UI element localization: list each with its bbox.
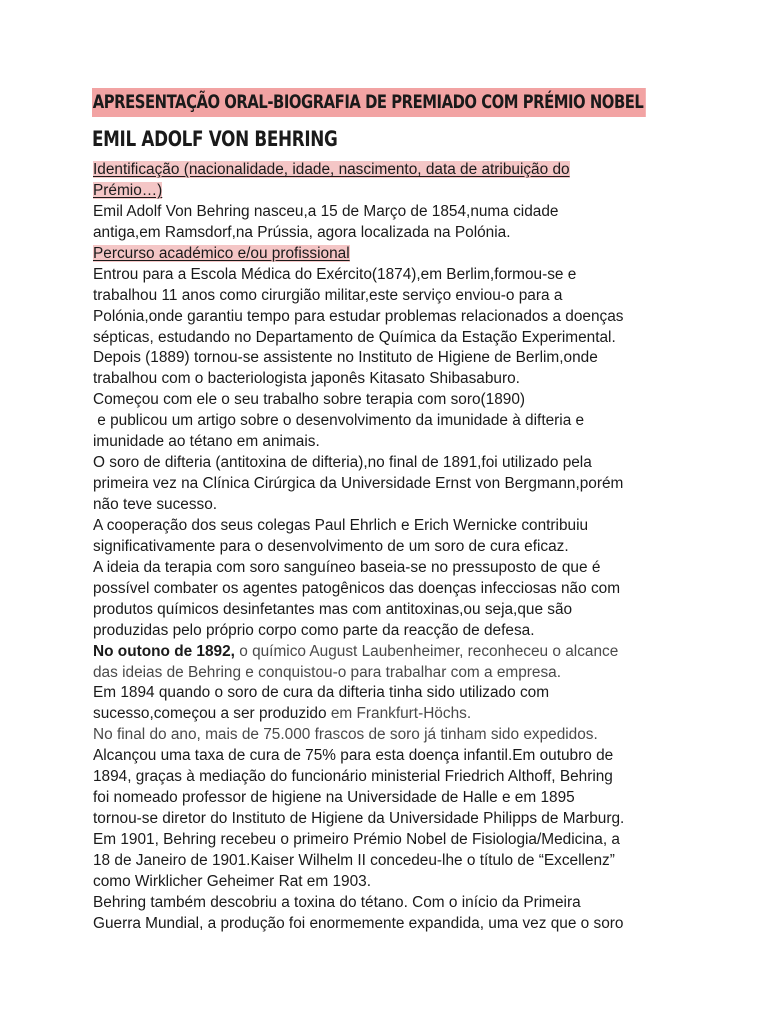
paragraph-line: trabalhou com o bacteriologista japonês Kitasato Shibasaburo. (93, 370, 520, 388)
paragraph-line: No final do ano, mais de 75.000 frascos de soro já tinham sido expedidos. (93, 726, 598, 744)
paragraph-line: das ideias de Behring e conquistou-o para trabalhar com a empresa. (93, 663, 561, 681)
paragraph-line: Entrou para a Escola Médica do Exército(1874),em Berlim,formou-se e (93, 265, 577, 283)
section-heading-identificacao-line-2: Prémio…) (93, 181, 163, 199)
document-body (93, 160, 683, 935)
paragraph-line: imunidade ao tétano em animais. (93, 433, 320, 451)
paragraph-line: antiga,em Ramsdorf,na Prússia, agora localizada na Polónia. (93, 223, 511, 241)
paragraph-line: sépticas, estudando no Departamento de Química da Estação Experimental. (93, 328, 616, 346)
paragraph-line: foi nomeado professor de higiene na Universidade de Halle e em 1895 (93, 789, 575, 807)
paragraph-line: Behring também descobriu a toxina do tétano. Com o início da Primeira (93, 893, 581, 911)
paragraph-line-autumn-1892: No outono de 1892, o químico August Laubenheimer, reconheceu o alcance (93, 642, 619, 660)
paragraph-line: produzidas pelo próprio corpo como parte da reacção de defesa. (93, 621, 535, 639)
paragraph-line: como Wirklicher Geheimer Rat em 1903. (93, 872, 371, 890)
paragraph-line: significativamente para o desenvolvimento de um soro de cura eficaz. (93, 537, 569, 555)
paragraph-line: possível combater os agentes patogênicos das doenças infecciosas não com (93, 579, 621, 597)
paragraph-line: 18 de Janeiro de 1901.Kaiser Wilhelm II concedeu-lhe o título de “Excellenz” (93, 851, 615, 869)
paragraph-line: Em 1901, Behring recebeu o primeiro Prémio Nobel de Fisiologia/Medicina, a (93, 831, 620, 848)
paragraph-line: Polónia,onde garantiu tempo para estudar problemas relacionados a doenças (93, 307, 624, 325)
bold-date-text: No outono de 1892, (93, 642, 235, 660)
paragraph-line: A ideia da terapia com soro sanguíneo baseia-se no pressuposto de que é (93, 558, 601, 576)
paragraph-line: O soro de difteria (antitoxina de difteria),no final de 1891,foi utilizado pela (93, 454, 592, 472)
paragraph-line-1894: sucesso,começou a ser produzido em Frankfurt-Höchs. (93, 705, 472, 723)
paragraph-line: primeira vez na Clínica Cirúrgica da Universidade Ernst von Bergmann,porém (93, 475, 624, 493)
paragraph-line: 1894, graças à mediação do funcionário ministerial Friedrich Althoff, Behring (93, 768, 613, 786)
paragraph-line: Alcançou uma taxa de cura de 75% para esta doença infantil.Em outubro de (93, 747, 614, 765)
paragraph-line: não teve sucesso. (93, 496, 218, 513)
paragraph-line: produtos químicos desinfetantes mas com antitoxinas,ou seja,que são (93, 600, 573, 618)
paragraph-line: Guerra Mundial, a produção foi enormemente expandida, uma vez que o soro (93, 914, 624, 932)
paragraph-line: Em 1894 quando o soro de cura da difteria tinha sido utilizado com (93, 684, 550, 702)
paragraph-line: tornou-se diretor do Instituto de Higiene da Universidade Philipps de Marburg. (93, 810, 625, 828)
paragraph-line: trabalhou 11 anos como cirurgião militar,este serviço enviou-o para a (93, 286, 563, 304)
document-subtitle: EMIL ADOLF VON BEHRING (92, 127, 338, 151)
paragraph-line: e publicou um artigo sobre o desenvolvimento da imunidade à difteria e (93, 412, 585, 430)
paragraph-line: Emil Adolf Von Behring nasceu,a 15 de Março de 1854,numa cidade (93, 202, 559, 220)
document-title: APRESENTAÇÃO ORAL-BIOGRAFIA DE PREMIADO COM PRÉMIO NOBEL (92, 88, 646, 117)
section-heading-identificacao-line-1: Identificação (nacionalidade, idade, nascimento, data de atribuição do (93, 161, 570, 178)
section-heading-percurso: Percurso académico e/ou profissional (93, 244, 350, 262)
paragraph-line: A cooperação dos seus colegas Paul Ehrlich e Erich Wernicke contribuiu (93, 516, 589, 534)
paragraph-line: Começou com ele o seu trabalho sobre terapia com soro(1890) (93, 391, 526, 409)
paragraph-line: Depois (1889) tornou-se assistente no Instituto de Higiene de Berlim,onde (93, 349, 598, 367)
